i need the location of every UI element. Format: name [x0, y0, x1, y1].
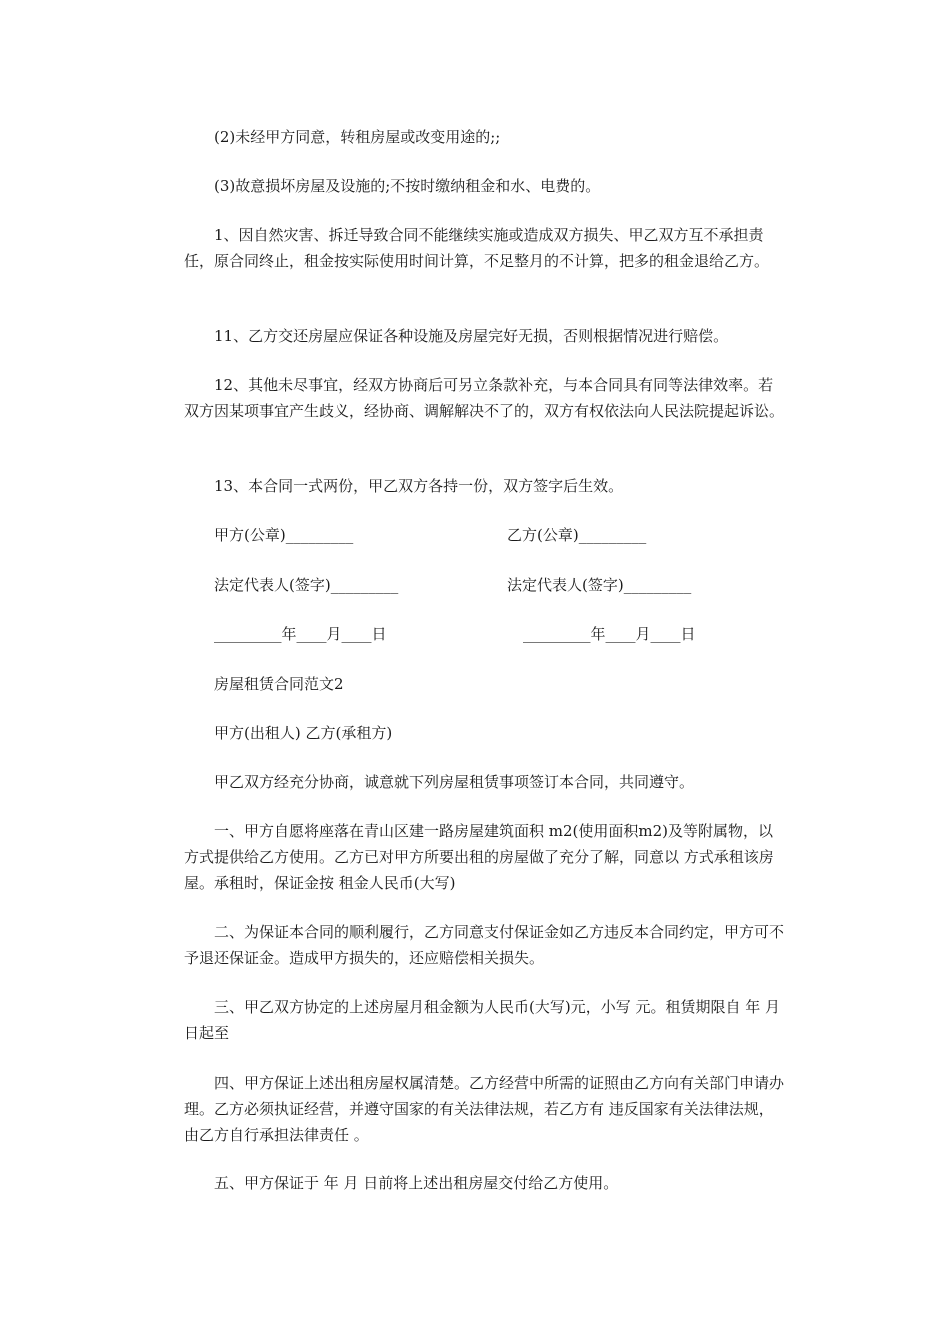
- clause-13-copies: 13、本合同一式两份，甲乙双方各持一份，双方签字后生效。: [214, 477, 624, 495]
- clause-2-sublease: (2)未经甲方同意，转租房屋或改变用途的;;: [214, 128, 501, 146]
- clause-3-damage: (3)故意损坏房屋及设施的;不按时缴纳租金和水、电费的。: [214, 177, 601, 195]
- party-b-seal: 乙方(公章)_________: [507, 526, 647, 544]
- clause-1-force-majeure: 1、因自然灾害、拆迁导致合同不能继续实施或造成双方损失、甲乙双方互不承担责任，原合同终止，租金按实际使用时间计算，不足整月的不计算，把多的租金退给乙方。: [184, 226, 770, 270]
- clause-12-other: 12、其他未尽事宜，经双方协商后可另立条款补充，与本合同具有同等法律效率。若双方因某项事宜产生歧义，经协商、调解解决不了的，双方有权依法向人民法院提起诉讼。: [184, 376, 785, 420]
- party-a-seal: 甲方(公章)_________: [214, 526, 354, 544]
- party-a-date: _________年____月____日: [214, 625, 387, 643]
- clause-five-delivery: 五、甲方保证于 年 月 日前将上述出租房屋交付给乙方使用。: [214, 1174, 619, 1192]
- parties-line: 甲方(出租人) 乙方(承租方): [214, 724, 393, 742]
- clause-11-return: 11、乙方交还房屋应保证各种设施及房屋完好无损，否则根据情况进行赔偿。: [214, 327, 729, 345]
- clause-one-premises: 一、甲方自愿将座落在青山区建一路房屋建筑面积 m2(使用面积m2)及等附属物，以方式提供给乙方使用。乙方已对甲方所要出租的房屋做了充分了解，同意以 方式承租该房屋。承租时，保证金按 租金人民币(大写): [184, 822, 774, 892]
- clause-four-ownership: 四、甲方保证上述出租房屋权属清楚。乙方经营中所需的证照由乙方向有关部门申请办理。乙方必须执证经营，并遵守国家的有关法律法规，若乙方有 违反国家有关法律法规，由乙方自行承担法律责任 。: [184, 1074, 785, 1144]
- clause-three-rent: 三、甲乙双方协定的上述房屋月租金额为人民币(大写)元，小写 元。租赁期限自 年 月 日起至: [184, 998, 781, 1042]
- clause-two-deposit: 二、为保证本合同的顺利履行，乙方同意支付保证金如乙方违反本合同约定，甲方可不予退还保证金。造成甲方损失的，还应赔偿相关损失。: [184, 923, 785, 967]
- party-b-representative: 法定代表人(签字)_________: [507, 576, 692, 594]
- intro-paragraph: 甲乙双方经充分协商，诚意就下列房屋租赁事项签订本合同，共同遵守。: [214, 773, 695, 791]
- party-b-date: _________年____月____日: [523, 625, 696, 643]
- section-2-title: 房屋租赁合同范文2: [214, 675, 344, 693]
- party-a-representative: 法定代表人(签字)_________: [214, 576, 399, 594]
